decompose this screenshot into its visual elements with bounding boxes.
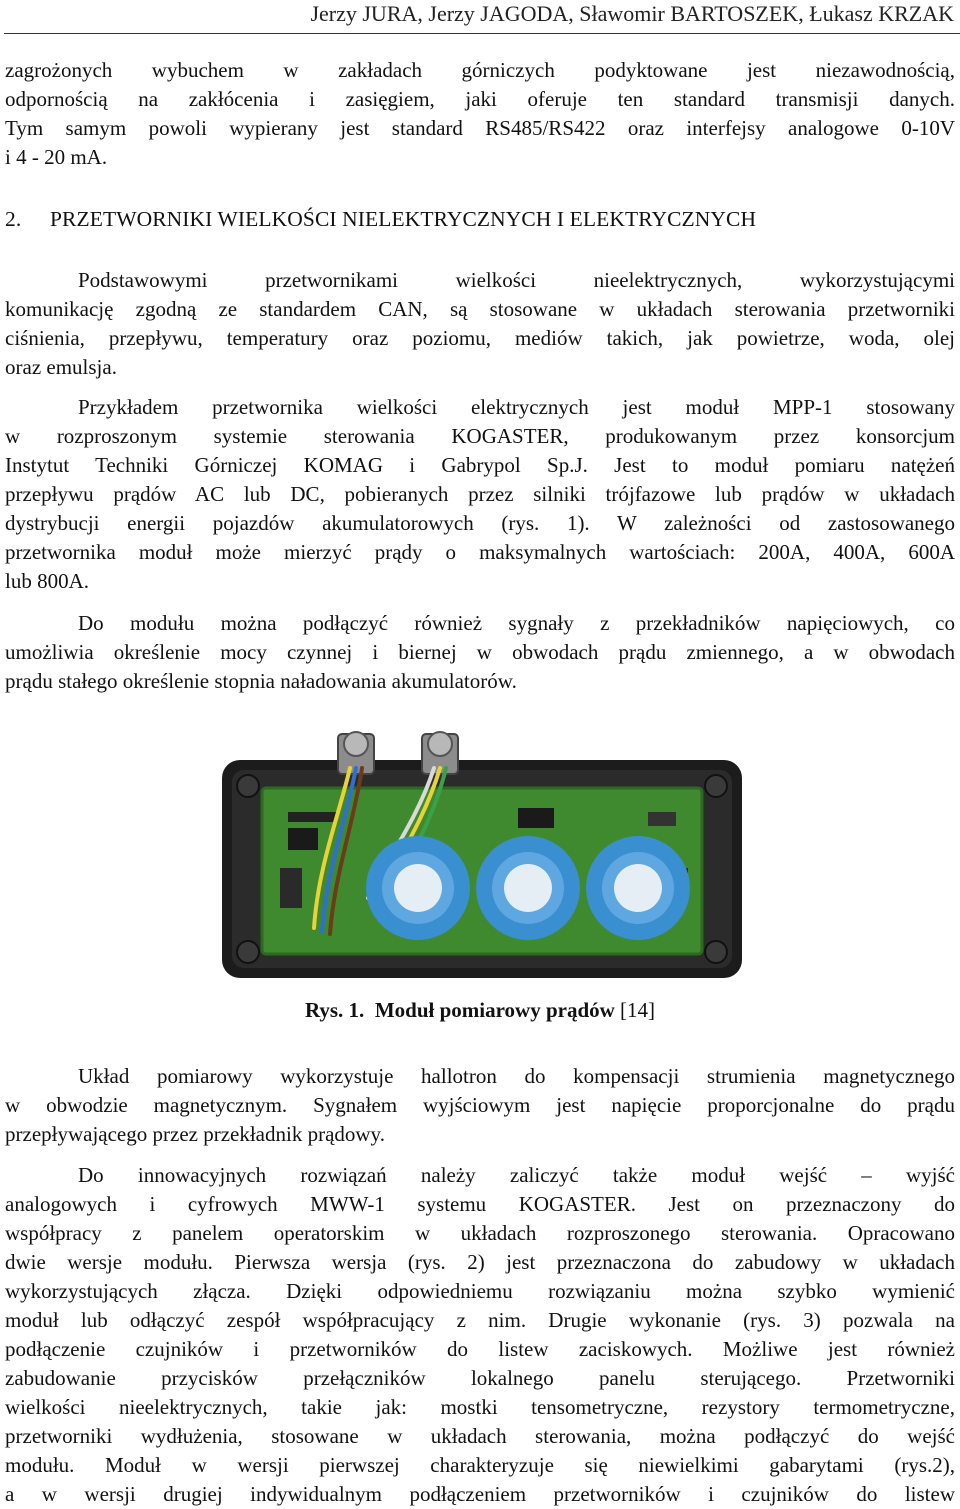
text-line: umożliwia określenie mocy czynnej i biernej w obwodach prądu zmiennego, a w obwodach (5, 640, 955, 664)
text-line: i 4 - 20 mA. (5, 145, 108, 169)
text-line: oraz emulsja. (5, 355, 117, 379)
screw-icon (705, 775, 727, 797)
paragraph-nonelectric (5, 266, 955, 382)
section-number: 2. (5, 207, 22, 231)
current-transducer (476, 836, 580, 940)
chip (648, 812, 676, 826)
caption-label: Rys. 1. (304, 998, 365, 1022)
text-line: Przykładem przetwornika wielkości elektrycznych jest moduł MPP-1 stosowany (78, 395, 955, 419)
text-line: dystrybucji energii pojazdów akumulatorowych (rys. 1). W zależności od zastosowanego (5, 511, 955, 535)
chip (288, 828, 318, 850)
chip (518, 808, 554, 828)
chip (280, 868, 302, 908)
screw-icon (237, 775, 259, 797)
text-line: Podstawowymi przetwornikami wielkości nieelektrycznych, wykorzystującymi (78, 268, 955, 292)
pin-header (288, 812, 336, 822)
text-line: Tym samym powoli wypierany jest standard RS485/RS422 oraz interfejsy analogowe 0-10V (5, 116, 955, 140)
header-rule (4, 33, 960, 34)
text-line: wykorzystujących złącza. Dzięki odpowiedniemu rozwiązaniu można szybko wymienić (5, 1279, 955, 1303)
section-heading (5, 204, 756, 234)
text-line: analogowych i cyfrowych MWW-1 systemu KOGASTER. Jest on przeznaczony do (5, 1192, 955, 1216)
current-module-photo (218, 728, 746, 984)
text-line: Do modułu można podłączyć również sygnały z przekładników napięciowych, co (78, 611, 955, 635)
text-line: Układ pomiarowy wykorzystuje hallotron do kompensacji strumienia magnetycznego (78, 1064, 955, 1088)
text-line: w rozproszonym systemie sterowania KOGASTER, produkowanym przez konsorcjum (5, 424, 955, 448)
text-line: współpracy z panelem operatorskim w układach rozproszonego sterowania. Opracowano (5, 1221, 955, 1245)
text-line: odpornością na zakłócenia i zasięgiem, jaki oferuje ten standard transmisji danych. (5, 87, 955, 111)
current-transducer (366, 836, 470, 940)
text-line: zagrożonych wybuchem w zakładach górniczych podyktowane jest niezawodnością, (5, 58, 955, 82)
paragraph-voltage (5, 609, 955, 696)
running-header: Jerzy JURA, Jerzy JAGODA, Sławomir BARTOSZEK, Łukasz KRZAK (310, 1, 954, 26)
text-line: dwie wersje modułu. Pierwsza wersja (rys. 2) jest przeznaczona do zabudowy w układach (5, 1250, 955, 1274)
screw-icon (705, 941, 727, 963)
screw-icon (237, 941, 259, 963)
text-line: Instytut Techniki Górniczej KOMAG i Gabrypol Sp.J. Jest to moduł pomiaru natężeń (5, 453, 955, 477)
text-line: ciśnienia, przepływu, temperatury oraz poziomu, mediów takich, jak powietrze, woda, olej (5, 326, 955, 350)
current-transducer (586, 836, 690, 940)
text-line: przetwornika moduł może mierzyć prądy o maksymalnych wartościach: 200A, 400A, 600A (5, 540, 955, 564)
caption-title: Moduł pomiarowy prądów (374, 998, 615, 1022)
paragraph-mww1 (5, 1161, 955, 1509)
text-line: lub 800A. (5, 569, 89, 593)
text-line: modułu. Moduł w wersji pierwszej charakteryzuje się niewielkimi gabarytami (rys.2), (5, 1453, 955, 1477)
section-title: PRZETWORNIKI WIELKOŚCI NIELEKTRYCZNYCH I ELEKTRYCZNYCH (50, 207, 757, 231)
paragraph-intro (5, 56, 955, 172)
paragraph-mpp1 (5, 393, 955, 596)
caption-ref: [14] (620, 998, 656, 1022)
paragraph-hallotron (5, 1062, 955, 1149)
text-line: zabudowanie przycisków przełączników lokalnego panelu sterującego. Przetworniki (5, 1366, 955, 1390)
text-line: przetworniki wydłużenia, stosowane w układach sterowania, można podłączyć do wejść (5, 1424, 955, 1448)
text-line: komunikację zgodną ze standardem CAN, są stosowane w układach sterowania przetworniki (5, 297, 955, 321)
text-line: przepływającego przez przekładnik prądowy. (5, 1122, 385, 1146)
text-line: moduł lub odłączyć zespół współpracujący z nim. Drugie wykonanie (rys. 3) pozwala na (5, 1308, 955, 1332)
text-line: podłączenie czujników i przetworników do listew zaciskowych. Możliwe jest również (5, 1337, 955, 1361)
text-line: Do innowacyjnych rozwiązań należy zaliczyć także moduł wejść – wyjść (78, 1163, 955, 1187)
figure-caption (0, 996, 960, 1024)
text-line: przepływu prądów AC lub DC, pobieranych przez silniki trójfazowe lub prądów w układach (5, 482, 955, 506)
text-line: w obwodzie magnetycznym. Sygnałem wyjściowym jest napięcie proporcjonalne do prądu (5, 1093, 955, 1117)
text-line: a w wersji drugiej indywidualnym podłączeniem przetworników i czujników do listew (5, 1482, 955, 1506)
text-line: prądu stałego określenie stopnia naładowania akumulatorów. (5, 669, 517, 693)
text-line: wielkości nieelektrycznych, takie jak: mostki tensometryczne, rezystory termometryczne, (5, 1395, 955, 1419)
